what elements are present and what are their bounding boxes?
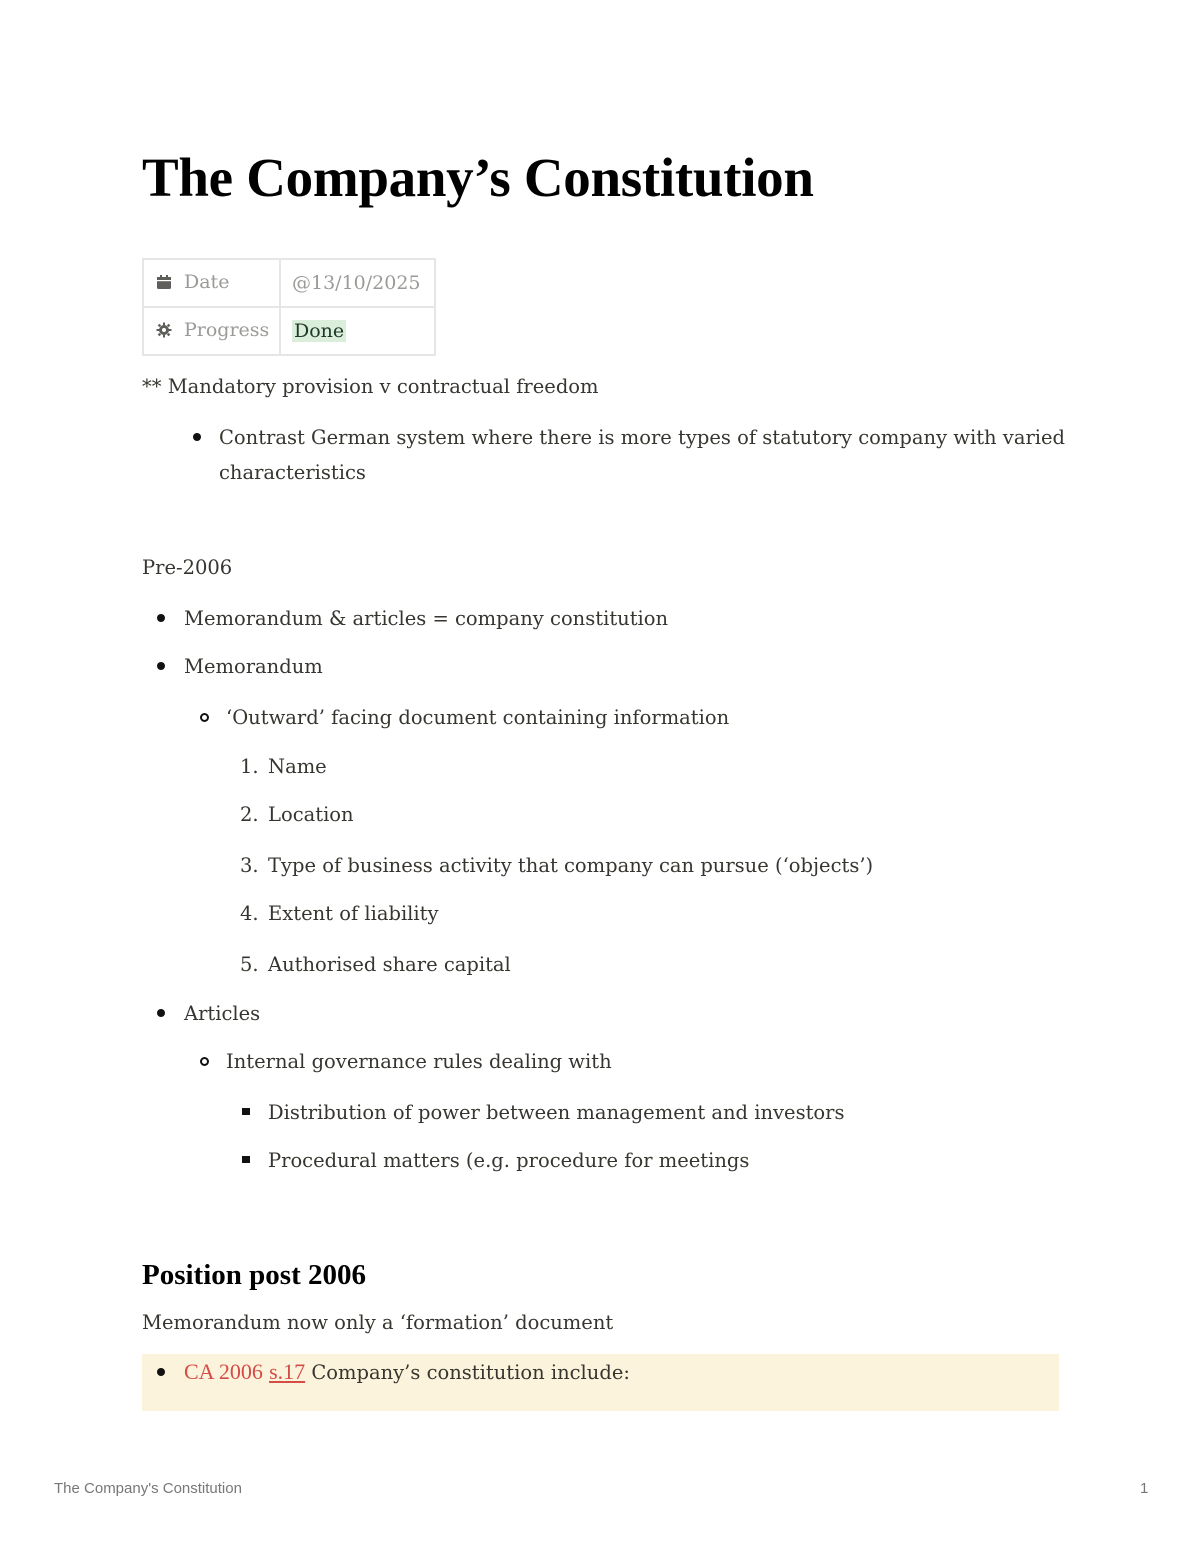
articles-sub-item: Internal governance rules dealing with (226, 1050, 612, 1073)
property-row-progress[interactable] (143, 307, 435, 355)
list-number: 3. (240, 854, 259, 877)
bullet-disc-icon (193, 433, 201, 441)
list-number: 1. (240, 755, 259, 778)
memo-list-item: Type of business activity that company can pursue (‘objects’) (268, 854, 874, 877)
intro-bullet-line1: Contrast German system where there is more types of statutory company with varied (219, 426, 1066, 449)
gear-icon (156, 321, 174, 343)
callout-line (184, 1361, 630, 1383)
property-label-progress: Progress (184, 319, 270, 341)
statute-reference: CA 2006 (184, 1359, 263, 1384)
property-row-date[interactable] (143, 259, 435, 307)
section-heading: Position post 2006 (142, 1259, 366, 1291)
memo-sub-item: ‘Outward’ facing document containing information (226, 706, 730, 729)
intro-bullet-line2: characteristics (219, 461, 366, 484)
list-item: Memorandum (184, 655, 323, 678)
property-key-date (143, 259, 280, 307)
list-number: 4. (240, 902, 259, 925)
status-badge: Done (294, 320, 345, 342)
properties-table (142, 258, 436, 356)
list-item: Memorandum & articles = company constitution (184, 607, 669, 630)
list-item: Articles (184, 1002, 261, 1025)
bullet-square-icon (242, 1156, 250, 1163)
pre2006-label: Pre-2006 (142, 556, 233, 579)
bullet-circle-icon (200, 713, 209, 722)
statute-section-link[interactable]: s.17 (269, 1359, 306, 1384)
post2006-line: Memorandum now only a ‘formation’ document (142, 1311, 614, 1334)
bullet-disc-icon (157, 614, 165, 622)
property-value-date[interactable]: @13/10/2025 (280, 259, 435, 307)
articles-list-item: Distribution of power between management and investors (268, 1101, 845, 1124)
bullet-disc-icon (157, 1009, 165, 1017)
footer-doc-title: The Company's Constitution (54, 1480, 242, 1497)
list-number: 5. (240, 953, 259, 976)
bullet-circle-icon (200, 1057, 209, 1066)
memo-list-item: Extent of liability (268, 902, 439, 925)
bullet-disc-icon (157, 662, 165, 670)
intro-heading-line: ** Mandatory provision v contractual freedom (142, 375, 599, 398)
page-title: The Company’s Constitution (142, 147, 814, 208)
list-number: 2. (240, 803, 259, 826)
property-label-date: Date (184, 271, 230, 293)
footer-page-number: 1 (1140, 1480, 1149, 1497)
memo-list-item: Authorised share capital (268, 953, 511, 976)
bullet-disc-icon (157, 1368, 165, 1376)
property-value-progress[interactable] (280, 307, 435, 355)
memo-list-item: Location (268, 803, 354, 826)
articles-list-item: Procedural matters (e.g. procedure for meetings (268, 1149, 750, 1172)
calendar-icon (156, 273, 174, 295)
callout-text: Company’s constitution include: (311, 1361, 630, 1384)
property-key-progress (143, 307, 280, 355)
bullet-square-icon (242, 1108, 250, 1115)
memo-list-item: Name (268, 755, 327, 778)
